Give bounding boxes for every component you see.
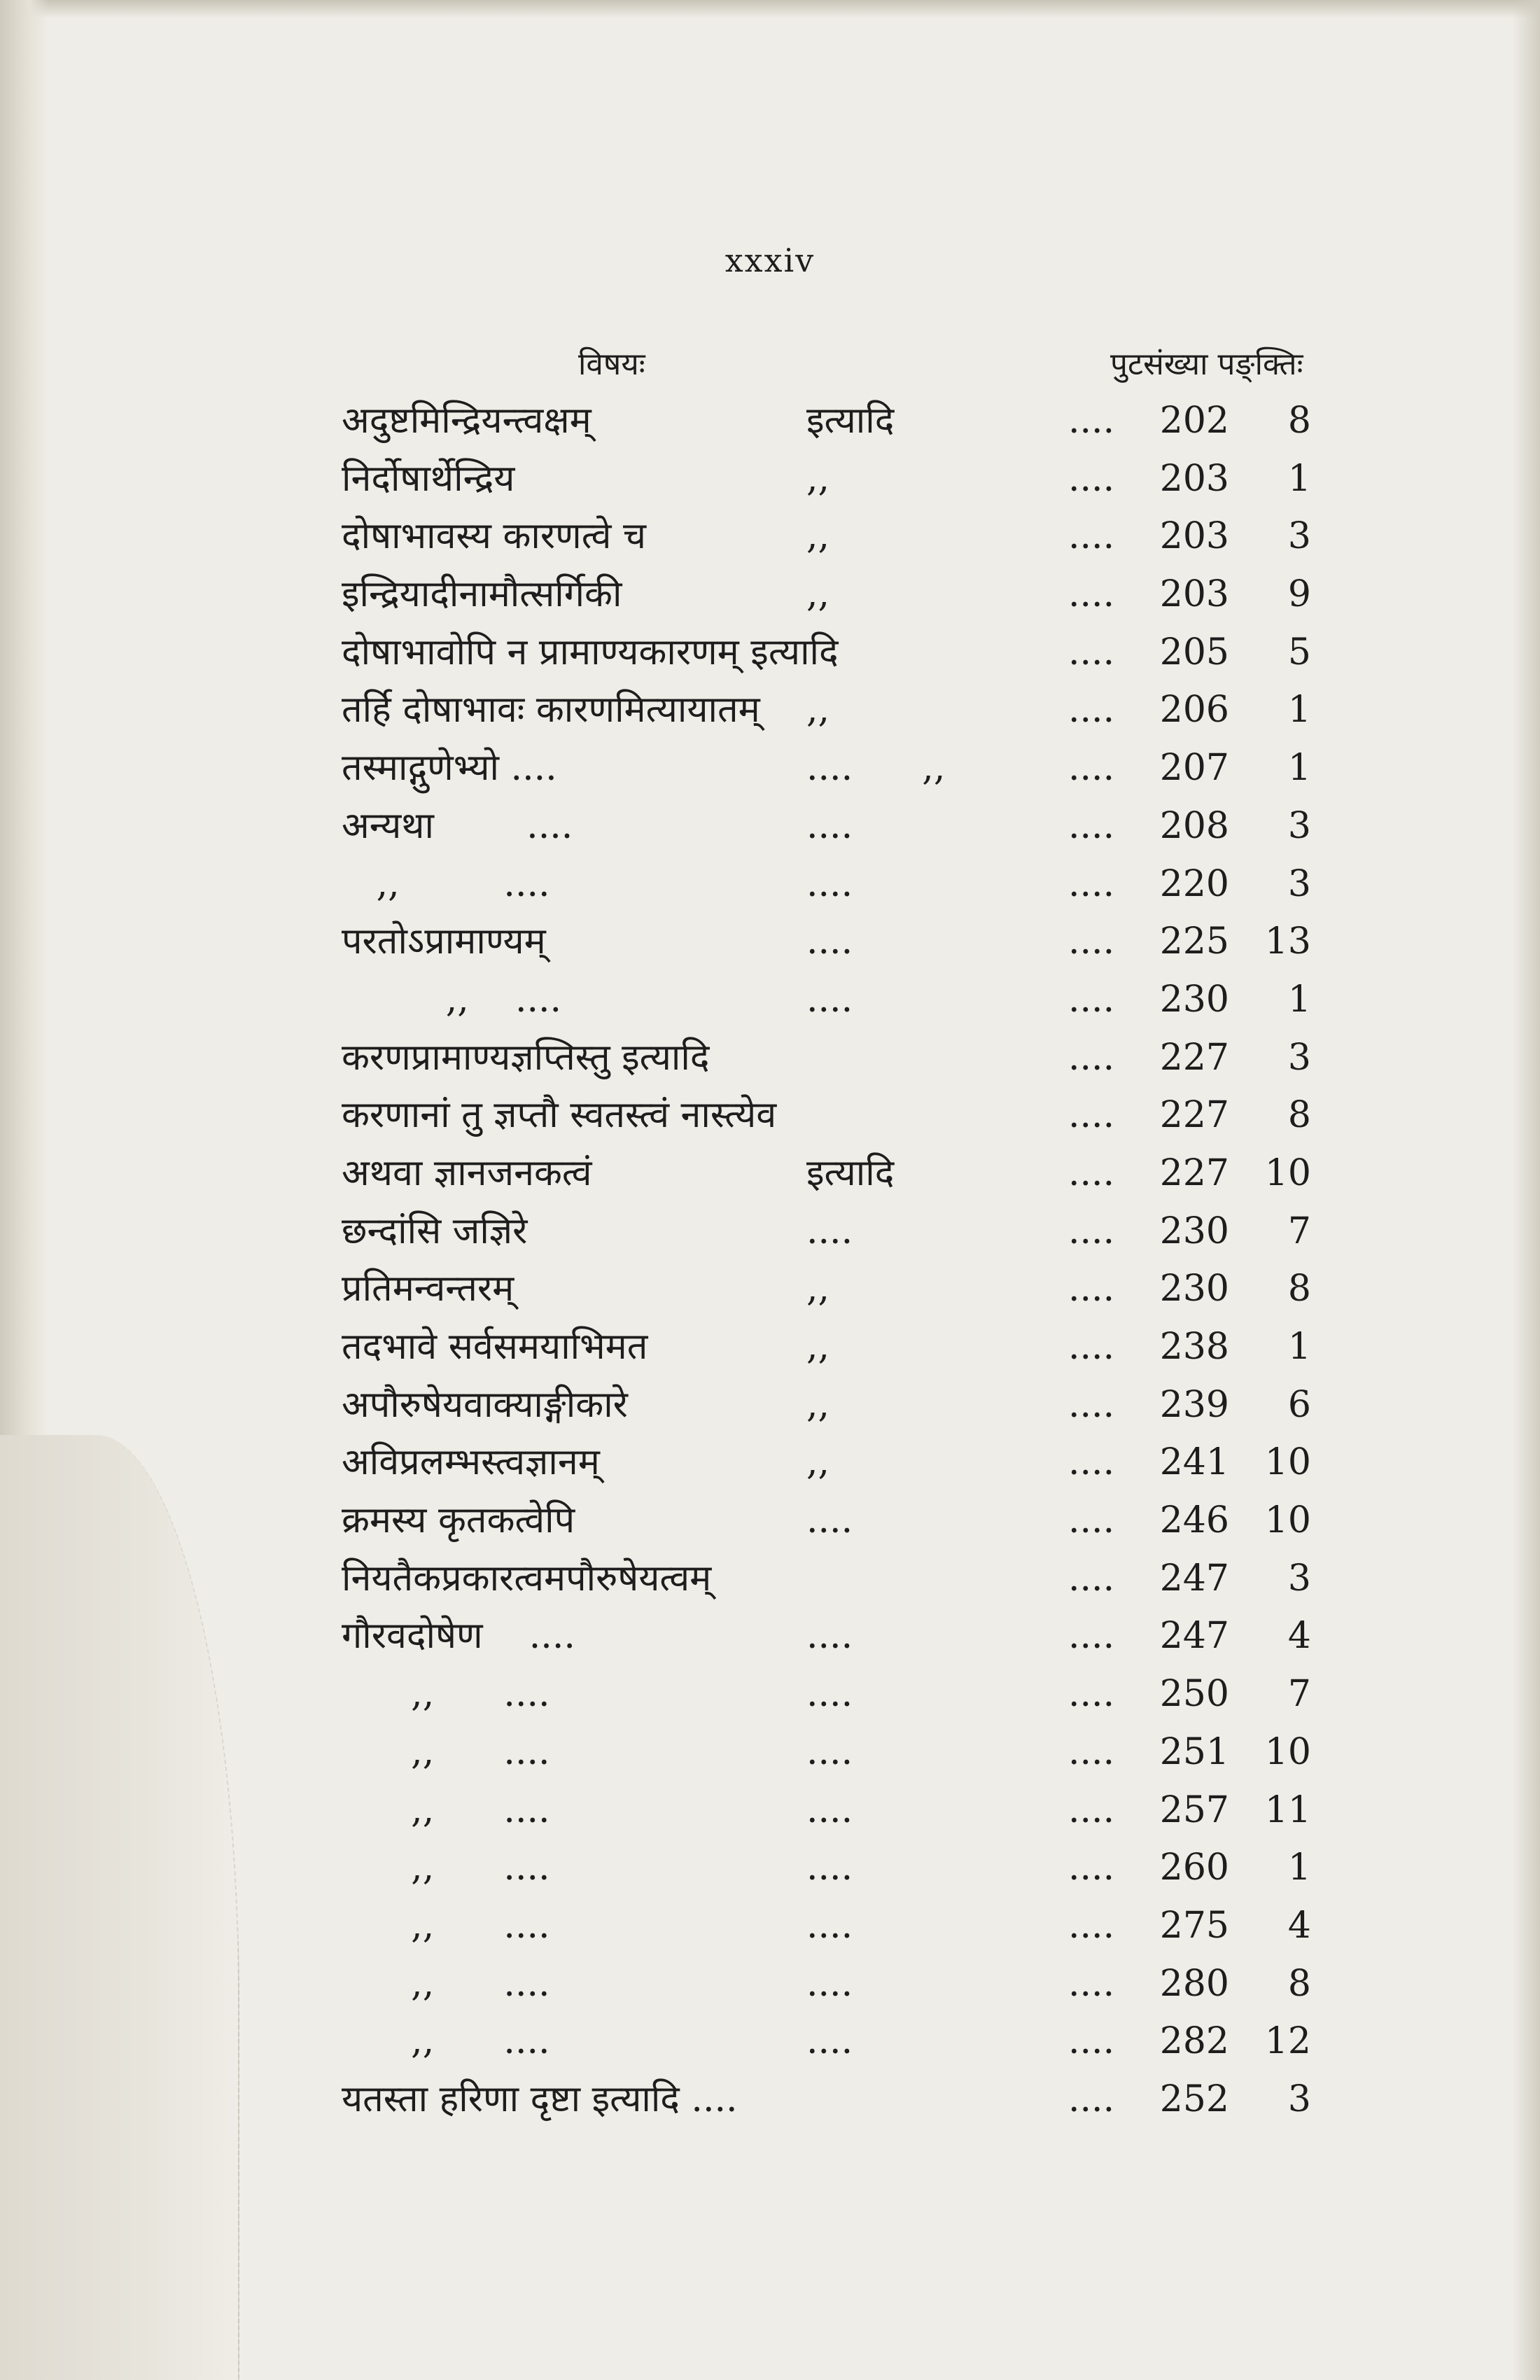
- entry-line-number: 1: [1287, 1326, 1311, 1368]
- entry-text: करणप्रामाण्यज्ञप्तिस्तु इत्यादि: [342, 1036, 710, 1079]
- entry-leader: ....: [1068, 1210, 1115, 1252]
- entry-mid: ....: [806, 1904, 853, 1947]
- toc-row: [342, 1203, 1329, 1261]
- entry-mid: ,,: [806, 573, 830, 616]
- entry-line-number: 1: [1287, 457, 1311, 500]
- entry-mid: ....: [806, 1788, 853, 1831]
- entry-text: अपौरुषेयवाक्याङ्गीकारे: [342, 1383, 628, 1426]
- entry-text: नियतैकप्रकारत्वमपौरुषेयत्वम्: [342, 1557, 712, 1600]
- entry-page-number: 230: [1159, 1268, 1229, 1310]
- entry-mid: ....: [806, 1499, 853, 1542]
- entry-text: ,, ....: [342, 978, 562, 1021]
- entry-text: निर्दोषार्थेन्द्रिय: [342, 457, 515, 500]
- entry-line-number: 10: [1264, 1730, 1311, 1773]
- toc-row: [342, 739, 1329, 797]
- entry-mid: .... ,,: [806, 747, 946, 790]
- entry-mid: ....: [806, 1673, 853, 1716]
- toc-row: [342, 1723, 1329, 1782]
- entry-page-number: 220: [1159, 862, 1229, 905]
- entry-line-number: 6: [1287, 1383, 1311, 1426]
- entry-mid: इत्यादि: [806, 400, 895, 442]
- page-line-column-header: पुटसंख्या पङ्क्तिः: [1110, 346, 1303, 382]
- entry-page-number: 238: [1159, 1326, 1229, 1368]
- entry-page-number: 203: [1159, 457, 1229, 500]
- entry-leader: ....: [1068, 1094, 1115, 1137]
- entry-line-number: 1: [1287, 747, 1311, 790]
- entry-leader: ....: [1068, 1673, 1115, 1716]
- entry-line-number: 8: [1287, 1962, 1311, 2005]
- entry-line-number: 11: [1264, 1788, 1311, 1831]
- toc-header: [342, 342, 1329, 392]
- entry-mid: ,,: [806, 1383, 830, 1426]
- entry-leader: ....: [1068, 515, 1115, 558]
- entry-mid: ....: [806, 1210, 853, 1252]
- entry-page-number: 247: [1159, 1557, 1229, 1600]
- page-number: xxxiv: [724, 241, 816, 279]
- entry-line-number: 3: [1287, 2078, 1311, 2120]
- entry-leader: ....: [1068, 747, 1115, 790]
- entry-page-number: 241: [1159, 1441, 1229, 1484]
- entry-page-number: 282: [1159, 2020, 1229, 2063]
- entry-line-number: 3: [1287, 1036, 1311, 1079]
- entry-line-number: 10: [1264, 1441, 1311, 1484]
- toc-row: [342, 566, 1329, 624]
- entry-text: तस्माद्गुणेभ्यो ....: [342, 747, 557, 790]
- entry-leader: ....: [1068, 1152, 1115, 1194]
- entry-leader: ....: [1068, 1383, 1115, 1426]
- toc-row: [342, 913, 1329, 971]
- entry-line-number: 3: [1287, 804, 1311, 847]
- entry-text: ,, ....: [342, 1904, 550, 1947]
- entry-leader: ....: [1068, 1557, 1115, 1600]
- toc-row: [342, 971, 1329, 1029]
- entry-text: ,, ....: [342, 1847, 550, 1889]
- entry-line-number: 8: [1287, 400, 1311, 442]
- entry-line-number: 3: [1287, 1557, 1311, 1600]
- entry-mid: ....: [806, 862, 853, 905]
- toc-row: [342, 1086, 1329, 1144]
- toc-row: [342, 1839, 1329, 1897]
- entry-page-number: 206: [1159, 689, 1229, 732]
- entry-line-number: 10: [1264, 1499, 1311, 1542]
- toc-row: [342, 1376, 1329, 1434]
- entry-page-number: 208: [1159, 804, 1229, 847]
- entry-page-number: 227: [1159, 1036, 1229, 1079]
- entry-leader: ....: [1068, 862, 1115, 905]
- toc-row: [342, 1144, 1329, 1203]
- entry-mid: ,,: [806, 1326, 830, 1368]
- entry-text: अन्यथा ....: [342, 804, 573, 847]
- entry-line-number: 8: [1287, 1268, 1311, 1310]
- entry-leader: ....: [1068, 1962, 1115, 2005]
- entry-text: तर्हि दोषाभावः कारणमित्यायातम्: [342, 689, 760, 732]
- entry-leader: ....: [1068, 1847, 1115, 1889]
- entry-leader: ....: [1068, 1036, 1115, 1079]
- entry-line-number: 12: [1264, 2020, 1311, 2063]
- toc-row: [342, 1607, 1329, 1665]
- entry-text: क्रमस्य कृतकत्वेपि: [342, 1499, 575, 1542]
- entry-leader: ....: [1068, 1788, 1115, 1831]
- entry-line-number: 1: [1287, 978, 1311, 1021]
- entry-text: अविप्रलम्भस्त्वज्ञानम्: [342, 1441, 600, 1484]
- toc-row: [342, 1897, 1329, 1955]
- entry-leader: ....: [1068, 1730, 1115, 1773]
- entry-line-number: 5: [1287, 631, 1311, 673]
- entry-text: अदुष्टमिन्द्रियन्त्वक्षम्: [342, 400, 592, 442]
- entry-leader: ....: [1068, 1441, 1115, 1484]
- entry-mid: ....: [806, 1962, 853, 2005]
- entry-page-number: 275: [1159, 1904, 1229, 1947]
- entry-leader: ....: [1068, 573, 1115, 616]
- entry-text: परतोऽप्रामाण्यम्: [342, 920, 546, 963]
- entry-leader: ....: [1068, 1326, 1115, 1368]
- entry-leader: ....: [1068, 689, 1115, 732]
- entry-leader: ....: [1068, 400, 1115, 442]
- entry-mid: ,,: [806, 1268, 830, 1310]
- entry-page-number: 246: [1159, 1499, 1229, 1542]
- toc-row: [342, 1955, 1329, 2013]
- toc-row: [342, 392, 1329, 450]
- subject-column-header: विषयः: [578, 346, 645, 382]
- toc-row: [342, 797, 1329, 855]
- entry-page-number: 225: [1159, 920, 1229, 963]
- entry-line-number: 10: [1264, 1152, 1311, 1194]
- entry-text: यतस्ता हरिणा दृष्टा इत्यादि ....: [342, 2078, 738, 2120]
- entry-leader: ....: [1068, 1615, 1115, 1658]
- entry-text: दोषाभावस्य कारणत्वे च: [342, 515, 646, 558]
- toc-row: [342, 1550, 1329, 1608]
- toc-row: [342, 1492, 1329, 1550]
- entry-mid: ,,: [806, 689, 830, 732]
- entry-text: ,, ....: [342, 1730, 550, 1773]
- toc-row: [342, 681, 1329, 739]
- entry-text: छन्दांसि जज्ञिरे: [342, 1210, 528, 1252]
- toc-row: [342, 507, 1329, 566]
- entry-page-number: 205: [1159, 631, 1229, 673]
- toc-row: [342, 1318, 1329, 1376]
- toc-row: [342, 2012, 1329, 2071]
- toc-row: [342, 450, 1329, 508]
- entry-leader: ....: [1068, 631, 1115, 673]
- entry-text: ,, ....: [342, 2020, 550, 2063]
- toc-row: [342, 2071, 1329, 2129]
- entry-mid: इत्यादि: [806, 1152, 895, 1194]
- entry-leader: ....: [1068, 457, 1115, 500]
- toc-row: [342, 1434, 1329, 1492]
- toc-row: [342, 855, 1329, 913]
- entry-text: प्रतिमन्वन्तरम्: [342, 1268, 514, 1310]
- entry-text: इन्द्रियादीनामौत्सर्गिकी: [342, 573, 622, 616]
- entry-page-number: 239: [1159, 1383, 1229, 1426]
- entry-leader: ....: [1068, 1268, 1115, 1310]
- entry-leader: ....: [1068, 2078, 1115, 2120]
- entry-page-number: 260: [1159, 1847, 1229, 1889]
- entry-leader: ....: [1068, 2020, 1115, 2063]
- entry-leader: ....: [1068, 978, 1115, 1021]
- entry-leader: ....: [1068, 1904, 1115, 1947]
- torn-paper-area: [0, 1435, 239, 2380]
- entry-page-number: 252: [1159, 2078, 1229, 2120]
- entry-mid: ....: [806, 1615, 853, 1658]
- entry-page-number: 203: [1159, 515, 1229, 558]
- entry-page-number: 202: [1159, 400, 1229, 442]
- entry-text: ,, ....: [342, 1962, 550, 2005]
- entry-page-number: 250: [1159, 1673, 1229, 1716]
- entry-line-number: 4: [1287, 1615, 1311, 1658]
- entry-leader: ....: [1068, 920, 1115, 963]
- entry-text: ,, ....: [342, 862, 550, 905]
- entry-line-number: 4: [1287, 1904, 1311, 1947]
- entry-mid: ....: [806, 1847, 853, 1889]
- entry-page-number: 247: [1159, 1615, 1229, 1658]
- entry-page-number: 207: [1159, 747, 1229, 790]
- entry-line-number: 7: [1287, 1210, 1311, 1252]
- entry-page-number: 227: [1159, 1094, 1229, 1137]
- entry-leader: ....: [1068, 804, 1115, 847]
- entry-page-number: 257: [1159, 1788, 1229, 1831]
- entry-mid: ,,: [806, 515, 830, 558]
- entry-text: ,, ....: [342, 1788, 550, 1831]
- entry-line-number: 8: [1287, 1094, 1311, 1137]
- toc-row: [342, 1029, 1329, 1087]
- entry-mid: ....: [806, 804, 853, 847]
- toc-row: [342, 1782, 1329, 1840]
- entry-line-number: 7: [1287, 1673, 1311, 1716]
- entry-page-number: 251: [1159, 1730, 1229, 1773]
- toc-row: [342, 624, 1329, 682]
- entry-text: दोषाभावोपि न प्रामाण्यकारणम् इत्यादि: [342, 631, 839, 673]
- entry-page-number: 230: [1159, 978, 1229, 1021]
- entry-text: अथवा ज्ञानजनकत्वं: [342, 1152, 592, 1194]
- entry-line-number: 3: [1287, 862, 1311, 905]
- toc-entries: [342, 392, 1329, 2129]
- entry-line-number: 9: [1287, 573, 1311, 616]
- page-top-edge: [0, 0, 1540, 18]
- entry-mid: ....: [806, 920, 853, 963]
- entry-text: ,, ....: [342, 1673, 550, 1716]
- entry-leader: ....: [1068, 1499, 1115, 1542]
- entry-page-number: 203: [1159, 573, 1229, 616]
- entry-page-number: 280: [1159, 1962, 1229, 2005]
- page-right-edge: [1512, 0, 1540, 2380]
- entry-line-number: 1: [1287, 1847, 1311, 1889]
- entry-mid: ,,: [806, 1441, 830, 1484]
- toc-row: [342, 1665, 1329, 1723]
- table-of-contents: [342, 342, 1329, 2129]
- entry-text: तदभावे सर्वसमयाभिमत: [342, 1326, 648, 1368]
- entry-page-number: 230: [1159, 1210, 1229, 1252]
- entry-text: गौरवदोषेण ....: [342, 1615, 575, 1658]
- entry-mid: ....: [806, 1730, 853, 1773]
- entry-mid: ....: [806, 2020, 853, 2063]
- toc-row: [342, 1260, 1329, 1318]
- entry-line-number: 13: [1264, 920, 1311, 963]
- entry-mid: ....: [806, 978, 853, 1021]
- entry-line-number: 3: [1287, 515, 1311, 558]
- entry-text: करणानां तु ज्ञप्तौ स्वतस्त्वं नास्त्येव: [342, 1094, 777, 1137]
- entry-page-number: 227: [1159, 1152, 1229, 1194]
- entry-mid: ,,: [806, 457, 830, 500]
- entry-line-number: 1: [1287, 689, 1311, 732]
